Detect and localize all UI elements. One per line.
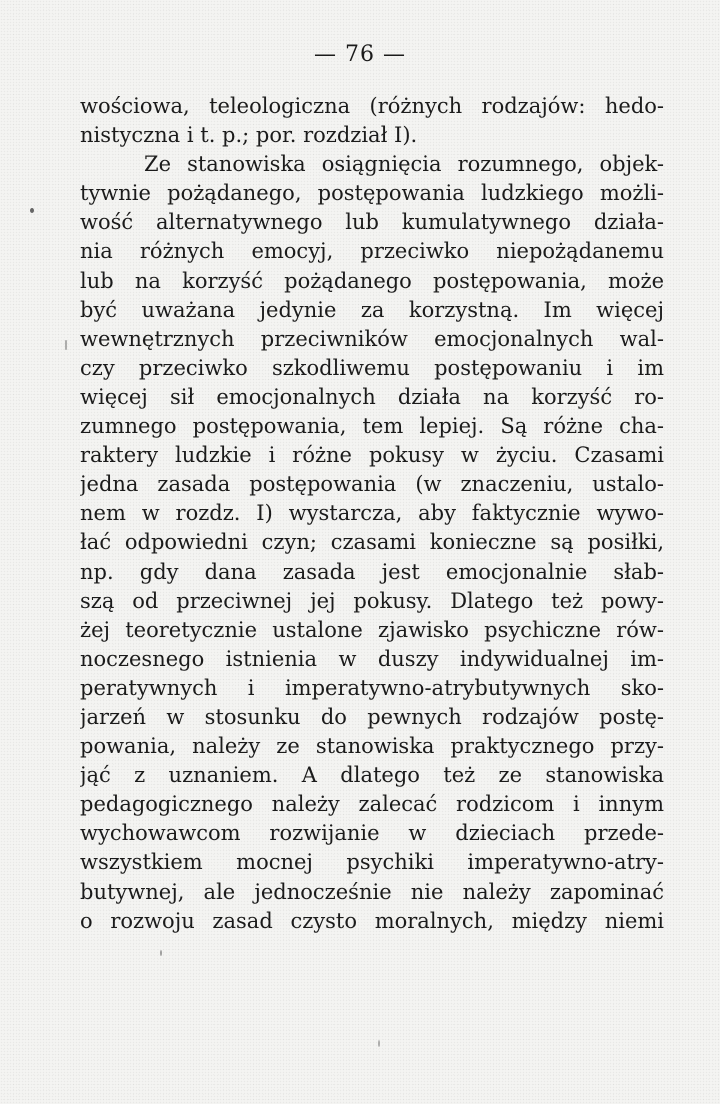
text-line: noczesnego istnienia w duszy indywidualnej im- — [80, 646, 664, 671]
scan-speck — [65, 340, 67, 350]
text-line: wychowawcom rozwijanie w dzieciach przede- — [80, 821, 664, 846]
text-line: jąć z uznaniem. A dlatego też ze stanowiska — [80, 763, 664, 788]
text-line: raktery ludzkie i różne pokusy w życiu. Czasami — [80, 443, 664, 468]
text-line: peratywnych i imperatywno-atrybutywnych sko- — [80, 675, 664, 700]
text-line: zumnego postępowania, tem lepiej. Są różne cha- — [80, 414, 664, 439]
text-line: nia różnych emocyj, przeciwko niepożądanemu — [80, 239, 664, 264]
text-line: lub na korzyść pożądanego postępowania, może — [80, 268, 664, 293]
text-line: wościowa, teleologiczna (różnych rodzajów: hedo- — [80, 94, 664, 118]
scan-speck — [378, 1040, 380, 1047]
text-line: czy przeciwko szkodliwemu postępowaniu i im — [80, 355, 664, 380]
text-line: być uważana jedynie za korzystną. Im więcej — [80, 297, 664, 322]
text-line: o rozwoju zasad czysto moralnych, między niemi — [80, 908, 664, 933]
text-line: żej teoretycznie ustalone zjawisko psychiczne rów- — [80, 617, 664, 642]
text-line: nem w rozdz. I) wystarcza, aby faktycznie wywo- — [80, 501, 664, 526]
text-line: nistyczna i t. p.; por. rozdział I). — [80, 123, 418, 148]
text-line: wość alternatywnego lub kumulatywnego działa- — [80, 210, 664, 235]
text-line: łać odpowiedni czyn; czasami konieczne są posiłki, — [80, 530, 664, 555]
text-line: jarzeń w stosunku do pewnych rodzajów postę- — [80, 704, 664, 729]
paragraph-start-line: Ze stanowiska osiągnięcia rozumnego, objek- — [144, 152, 664, 177]
text-line: szą od przeciwnej jej pokusy. Dlatego też powy- — [80, 588, 664, 613]
text-line: więcej sił emocjonalnych działa na korzyść ro- — [80, 384, 664, 409]
body-text — [80, 92, 664, 936]
text-line: powania, należy ze stanowiska praktycznego przy- — [80, 734, 664, 759]
text-line: tywnie pożądanego, postępowania ludzkiego możli- — [80, 181, 664, 206]
text-line: np. gdy dana zasada jest emocjonalnie słab- — [80, 559, 664, 584]
text-line: butywnej, ale jednocześnie nie należy zapominać — [80, 879, 664, 904]
text-line: wewnętrznych przeciwników emocjonalnych wal- — [80, 326, 664, 351]
text-line: wszystkiem mocnej psychiki imperatywno-atry- — [80, 850, 664, 875]
text-line: pedagogicznego należy zalecać rodzicom i innym — [80, 792, 664, 817]
text-line: jedna zasada postępowania (w znaczeniu, ustalo- — [80, 472, 664, 497]
page-number-header: — 76 — — [314, 42, 406, 67]
scan-speck — [30, 208, 34, 213]
scan-speck — [160, 950, 162, 956]
